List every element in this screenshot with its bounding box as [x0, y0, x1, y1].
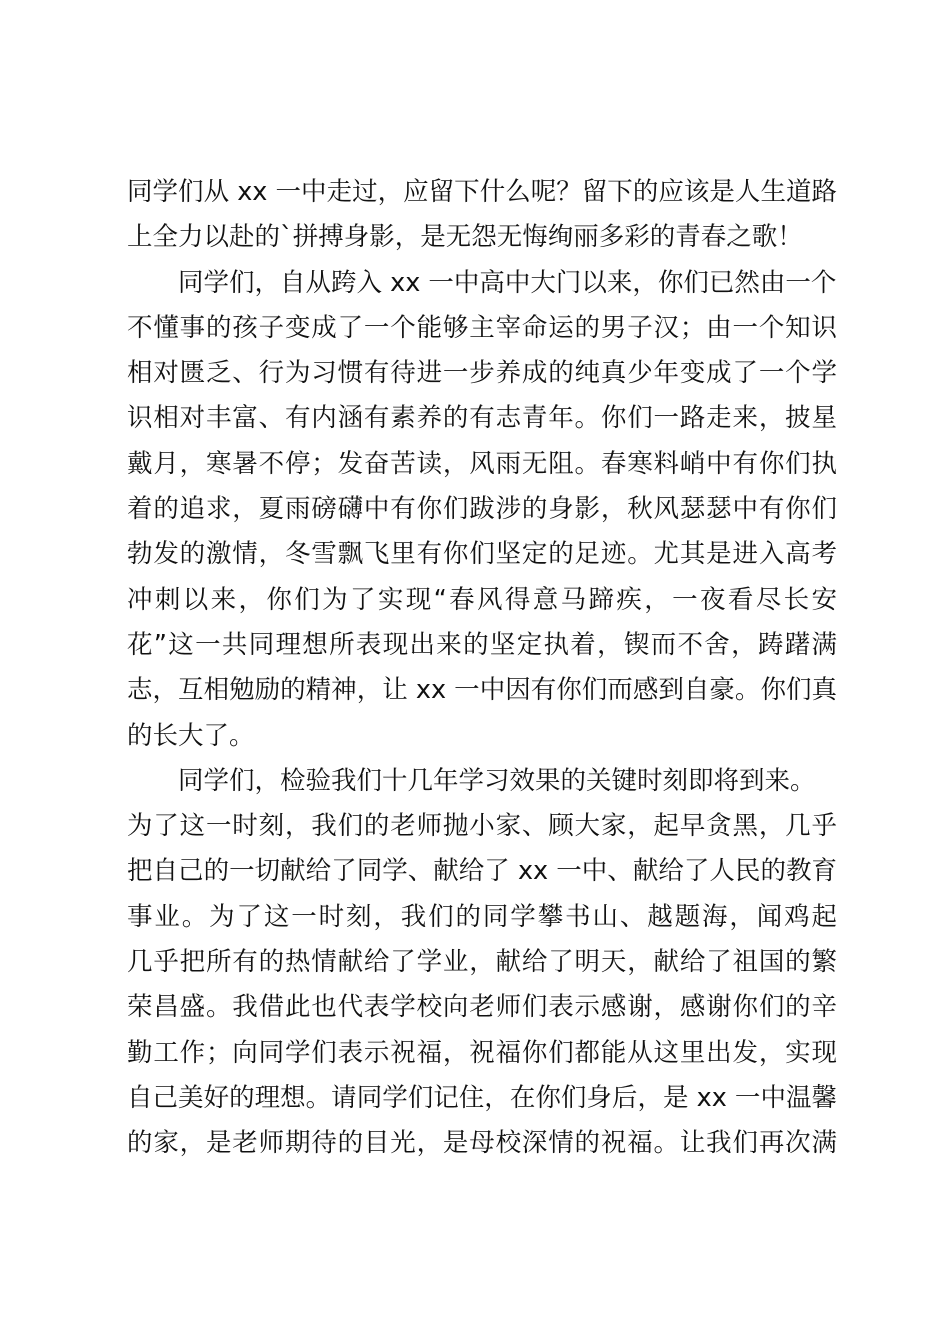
paragraph-1: [127, 170, 837, 261]
text-line: 冲刺以来，你们为了实现“春风得意马蹄疾，一夜看尽长安: [127, 584, 837, 615]
text-line: 同学们从 xx 一中走过，应留下什么呢？留下的应该是人生道路: [127, 177, 837, 207]
text-line: 把自己的一切献给了同学、献给了 xx 一中、献给了人民的教育: [127, 856, 837, 887]
text-line: 自己美好的理想。请同学们记住，在你们身后，是 xx 一中温馨: [127, 1082, 837, 1113]
text-line: 荣昌盛。我借此也代表学校向老师们表示感谢，感谢你们的辛: [127, 992, 837, 1023]
text-line: 同学们，自从跨入 xx 一中高中大门以来，你们已然由一个: [178, 267, 837, 298]
paragraph-3: [127, 759, 837, 1167]
text-line: 为了这一时刻，我们的老师抛小家、顾大家，起早贪黑，几乎: [127, 811, 837, 842]
text-line: 不懂事的孩子变成了一个能够主宰命运的男子汉；由一个知识: [127, 312, 837, 343]
text-line: 的家，是老师期待的目光，是母校深情的祝福。让我们再次满: [127, 1128, 837, 1159]
text-line: 戴月，寒暑不停；发奋苦读，风雨无阻。春寒料峭中有你们执: [127, 448, 837, 479]
text-line: 同学们，检验我们十几年学习效果的关键时刻即将到来。: [178, 765, 816, 796]
body-text: [127, 170, 837, 1167]
text-line: 花”这一共同理想所表现出来的坚定执着，锲而不舍，踌躇满: [127, 629, 837, 660]
text-line: 志，互相勉励的精神，让 xx 一中因有你们而感到自豪。你们真: [127, 675, 837, 706]
text-line: 勃发的激情，冬雪飘飞里有你们坚定的足迹。尤其是进入高考: [127, 539, 837, 570]
text-line: 相对匮乏、行为习惯有待进一步养成的纯真少年变成了一个学: [127, 358, 837, 389]
paragraph-2: [127, 261, 837, 759]
text-line: 的长大了。: [127, 720, 255, 751]
text-line: 勤工作；向同学们表示祝福，祝福你们都能从这里出发，实现: [127, 1037, 837, 1068]
text-line: 几乎把所有的热情献给了学业，献给了明天，献给了祖国的繁: [127, 947, 837, 978]
text-line: 识相对丰富、有内涵有素养的有志青年。你们一路走来，披星: [127, 403, 837, 434]
text-line: 着的追求，夏雨磅礴中有你们跋涉的身影，秋风瑟瑟中有你们: [127, 494, 837, 525]
text-line: 事业。为了这一时刻，我们的同学攀书山、越题海，闻鸡起: [127, 901, 837, 932]
text-line: 上全力以赴的`拼搏身影，是无怨无悔绚丽多彩的青春之歌！: [127, 222, 803, 253]
